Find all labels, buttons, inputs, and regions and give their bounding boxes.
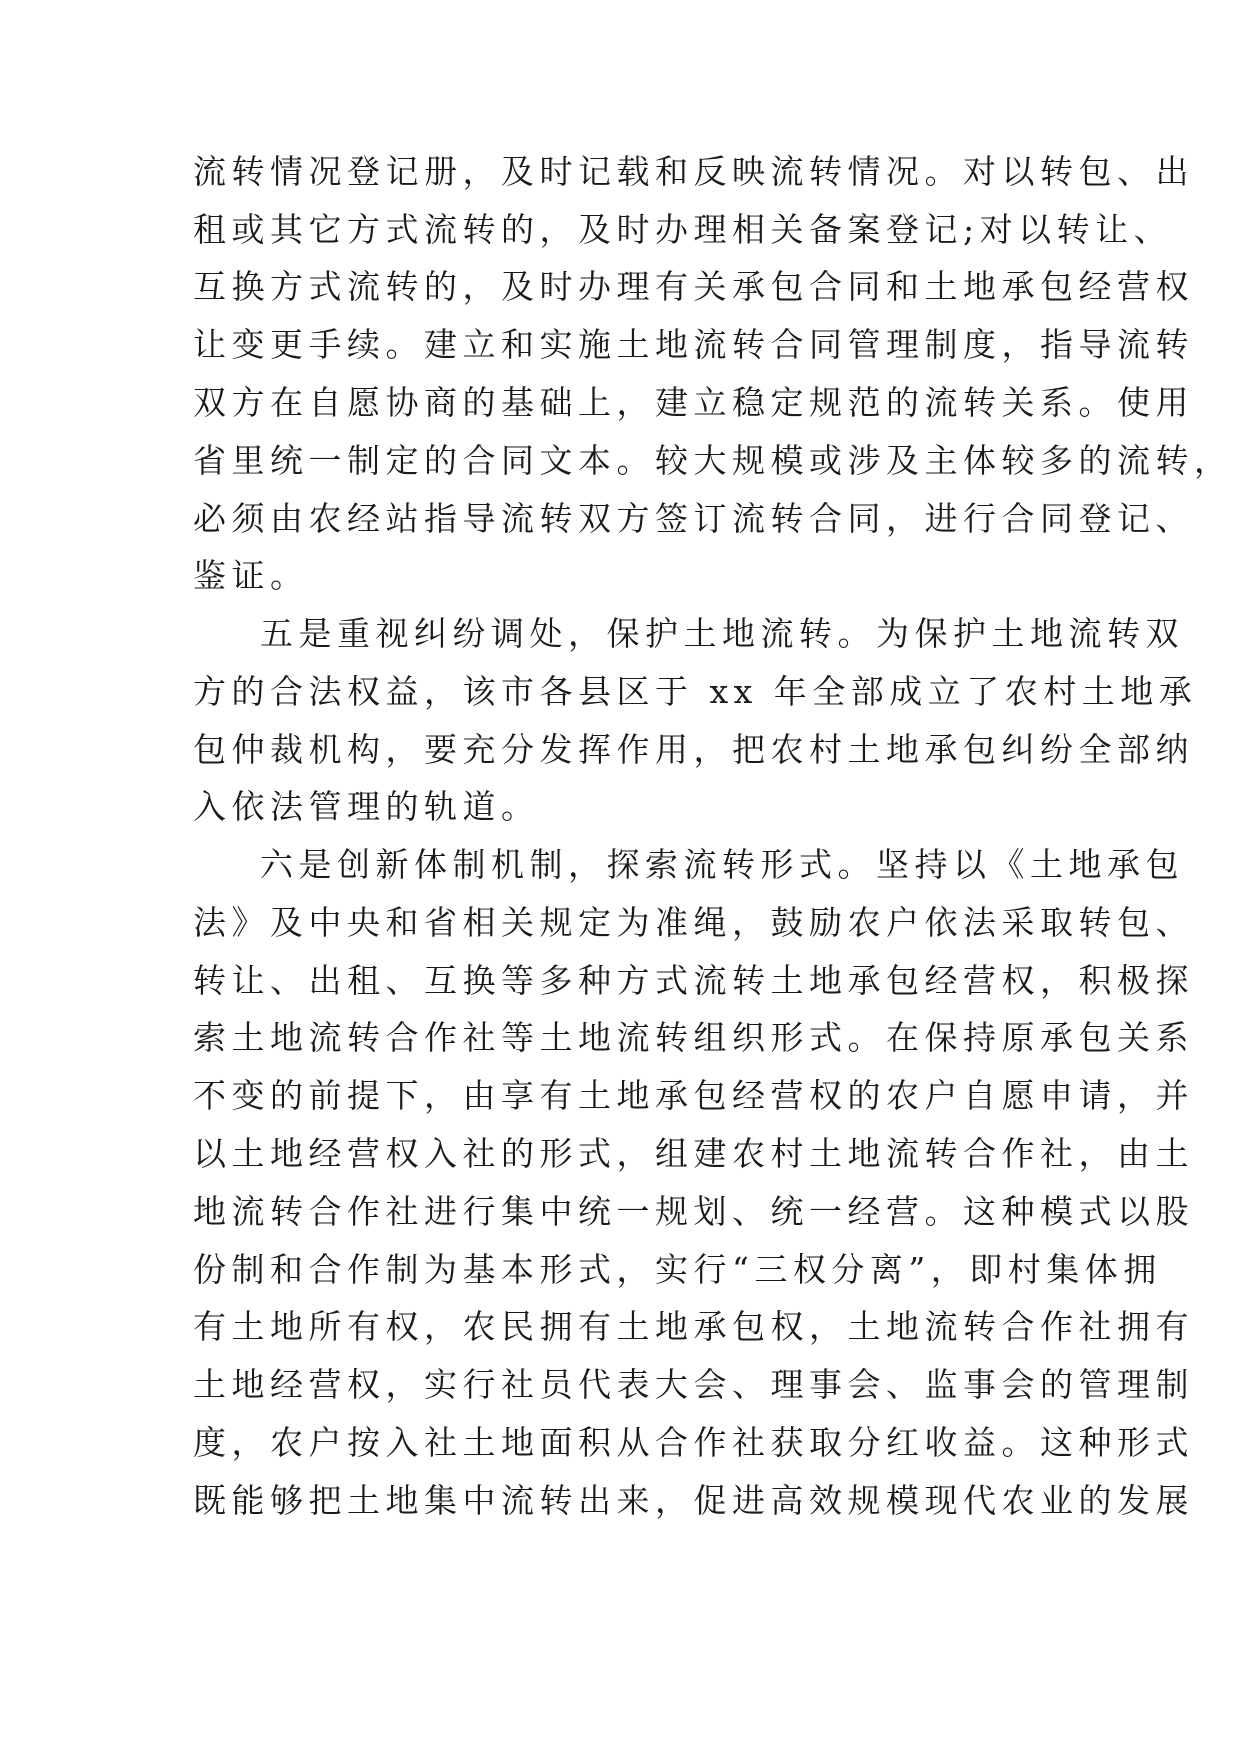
text-line: 份制和合作制为基本形式，实行“三权分离”，即村集体拥: [193, 1250, 1162, 1289]
text-line: 必须由农经站指导流转双方签订流转合同，进行合同登记、: [193, 499, 1194, 538]
text-line: 以土地经营权入社的形式，组建农村土地流转合作社，由土: [193, 1134, 1194, 1173]
text-line: 不变的前提下，由享有土地承包经营权的农户自愿申请，并: [193, 1076, 1194, 1115]
text-line: 索土地流转合作社等土地流转组织形式。在保持原承包关系: [193, 1018, 1194, 1057]
text-line: 租或其它方式流转的，及时办理相关备案登记;对以转让、: [193, 210, 1173, 249]
text-line: 省里统一制定的合同文本。较大规模或涉及主体较多的流转，: [193, 441, 1233, 480]
paragraph-first-line: 六是创新体制机制，探索流转形式。坚持以《土地承包: [260, 845, 1184, 884]
text-line: 方的合法权益，该市各县区于 xx 年全部成立了农村土地承: [193, 672, 1198, 711]
text-line: 流转情况登记册，及时记载和反映流转情况。对以转包、出: [193, 152, 1194, 191]
text-line: 度，农户按入社土地面积从合作社获取分红收益。这种形式: [193, 1423, 1194, 1462]
text-line: 双方在自愿协商的基础上，建立稳定规范的流转关系。使用: [193, 383, 1194, 422]
text-line: 转让、出租、互换等多种方式流转土地承包经营权，积极探: [193, 961, 1194, 1000]
text-line: 入依法管理的轨道。: [193, 787, 540, 826]
text-line: 鉴证。: [193, 556, 309, 595]
text-line: 既能够把土地集中流转出来，促进高效规模现代农业的发展: [193, 1481, 1194, 1520]
text-line: 地流转合作社进行集中统一规划、统一经营。这种模式以股: [193, 1192, 1194, 1231]
text-line: 让变更手续。建立和实施土地流转合同管理制度，指导流转: [193, 325, 1194, 364]
text-line: 互换方式流转的，及时办理有关承包合同和土地承包经营权: [193, 267, 1194, 306]
text-line: 包仲裁机构，要充分发挥作用，把农村土地承包纠纷全部纳: [193, 730, 1194, 769]
text-line: 法》及中央和省相关规定为准绳，鼓励农户依法采取转包、: [193, 903, 1194, 942]
text-line: 有土地所有权，农民拥有土地承包权，土地流转合作社拥有: [193, 1307, 1194, 1346]
paragraph-first-line: 五是重视纠纷调处，保护土地流转。为保护土地流转双: [260, 614, 1184, 653]
text-line: 土地经营权，实行社员代表大会、理事会、监事会的管理制: [193, 1365, 1194, 1404]
